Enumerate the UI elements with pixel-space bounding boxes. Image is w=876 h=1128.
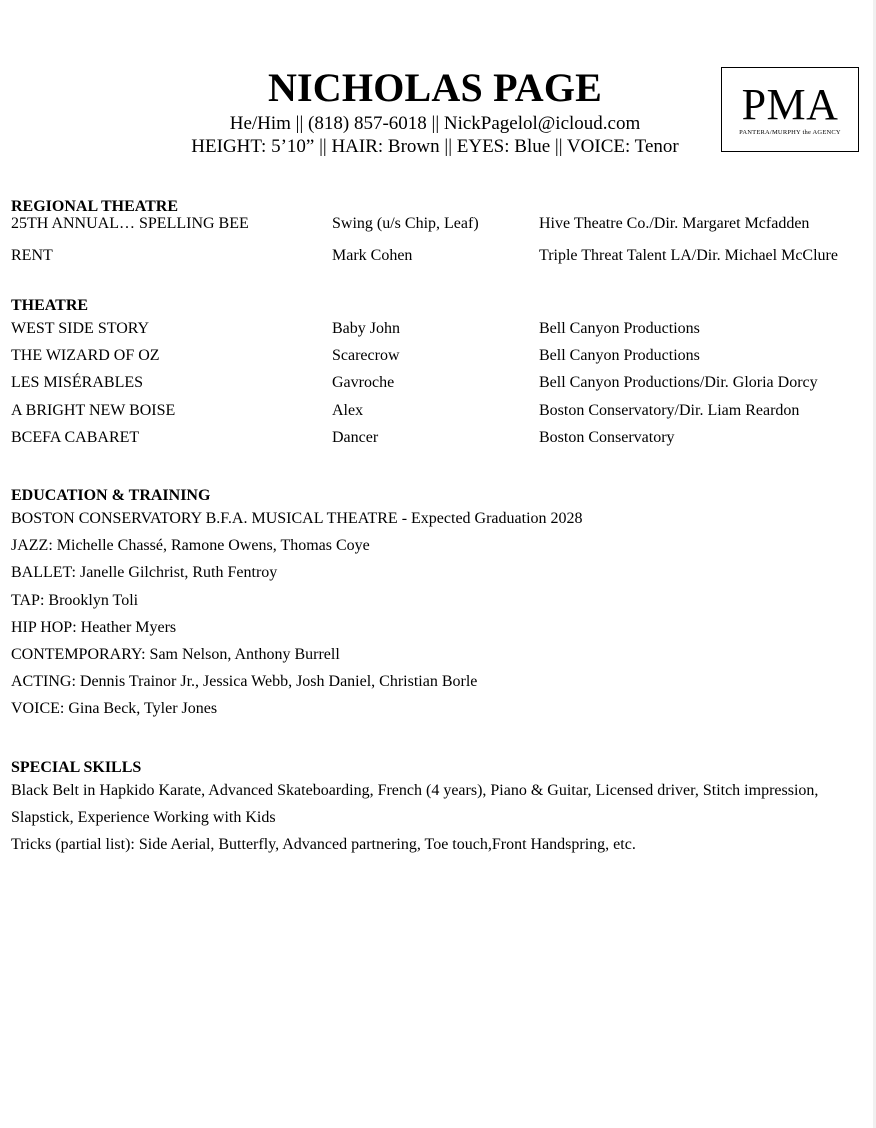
credit-row — [11, 215, 861, 232]
credit-company: Bell Canyon Productions — [539, 320, 700, 337]
training-line: VOICE: Gina Beck, Tyler Jones — [11, 700, 218, 718]
credit-role: Baby John — [332, 320, 400, 337]
credit-company: Bell Canyon Productions — [539, 347, 700, 365]
credit-company: Boston Conservatory/Dir. Liam Reardon — [539, 401, 800, 419]
credit-show: A BRIGHT NEW BOISE — [11, 401, 176, 419]
credit-show: WEST SIDE STORY — [11, 320, 150, 337]
credit-role: Dancer — [332, 428, 379, 446]
special-skills-section — [11, 759, 861, 859]
credit-show: THE WIZARD OF OZ — [11, 347, 160, 365]
training-line: BALLET: Janelle Gilchrist, Ruth Fentroy — [11, 564, 278, 582]
agency-logo-mark: PMA — [741, 80, 839, 129]
credit-role: Mark Cohen — [332, 247, 413, 264]
skills-line: Slapstick, Experience Working with Kids — [11, 809, 276, 827]
contact-line: He/Him || (818) 857-6018 || NickPagelol@icloud.com — [229, 113, 641, 134]
credit-company: Triple Threat Talent LA/Dir. Michael McClure — [539, 247, 838, 264]
agency-logo-subtitle: PANTERA/MURPHY the AGENCY — [739, 129, 841, 136]
education-training-section — [11, 487, 861, 723]
special-skills-title: SPECIAL SKILLS — [11, 759, 142, 776]
education-training-title: EDUCATION & TRAINING — [11, 487, 211, 504]
training-line: CONTEMPORARY: Sam Nelson, Anthony Burrell — [11, 646, 340, 664]
credit-company: Bell Canyon Productions/Dir. Gloria Dorcy — [539, 374, 818, 392]
training-line: ACTING: Dennis Trainor Jr., Jessica Webb, Josh Daniel, Christian Borle — [11, 673, 478, 691]
regional-theatre-title: REGIONAL THEATRE — [11, 198, 179, 215]
credit-row — [11, 342, 861, 369]
skills-line: Black Belt in Hapkido Karate, Advanced Skateboarding, French (4 years), Piano & Guitar, Licensed driver, Stitch impression, — [11, 782, 819, 799]
skills-line: Tricks (partial list): Side Aerial, Butterfly, Advanced partnering, Toe touch,Front Handspring, etc. — [11, 836, 636, 854]
performer-name: NICHOLAS PAGE — [267, 65, 603, 110]
agency-logo — [721, 67, 859, 152]
credit-show: BCEFA CABARET — [11, 428, 140, 446]
physical-stats-line: HEIGHT: 5’10” || HAIR: Brown || EYES: Blue || VOICE: Tenor — [191, 136, 679, 157]
training-line: BOSTON CONSERVATORY B.F.A. MUSICAL THEATRE - Expected Graduation 2028 — [11, 510, 583, 527]
credit-show: RENT — [11, 247, 53, 264]
credit-row — [11, 242, 861, 269]
credit-role: Scarecrow — [332, 347, 400, 365]
training-line: JAZZ: Michelle Chassé, Ramone Owens, Thomas Coye — [11, 537, 370, 555]
credit-show: 25TH ANNUAL… SPELLING BEE — [11, 215, 249, 232]
credit-row — [11, 369, 861, 396]
training-line: HIP HOP: Heather Myers — [11, 618, 177, 636]
regional-theatre-section — [11, 198, 861, 269]
credit-role: Swing (u/s Chip, Leaf) — [332, 215, 479, 232]
credit-row — [11, 424, 861, 451]
credit-role: Gavroche — [332, 374, 395, 392]
credit-role: Alex — [332, 401, 364, 419]
credit-show: LES MISÉRABLES — [11, 374, 144, 392]
theatre-title: THEATRE — [11, 297, 89, 314]
theatre-section — [11, 297, 861, 451]
credit-row — [11, 397, 861, 424]
credit-company: Hive Theatre Co./Dir. Margaret Mcfadden — [539, 215, 810, 232]
training-line: TAP: Brooklyn Toli — [11, 591, 139, 609]
credit-company: Boston Conservatory — [539, 428, 675, 446]
credit-row — [11, 315, 861, 342]
